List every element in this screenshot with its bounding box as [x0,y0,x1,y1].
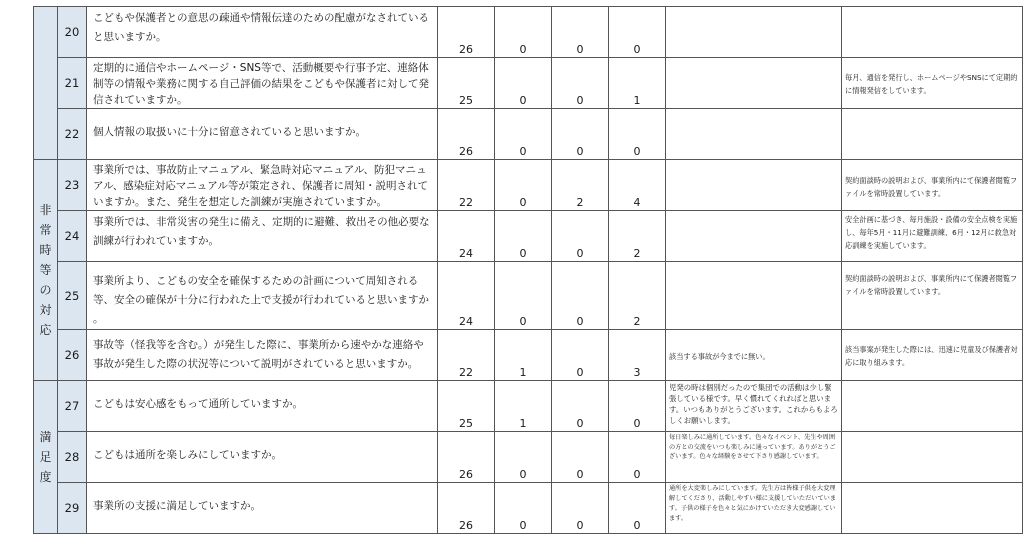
facility-reply [842,109,1023,160]
facility-reply [842,432,1023,483]
table-row [34,7,1023,58]
row-number: 25 [58,262,87,330]
count-3: 0 [552,211,609,262]
count-1: 22 [438,160,495,211]
question-text: 定期的に通信やホームページ・SNS等で、活動概要や行事予定、連絡体制等の情報や業務に関する自己評価の結果をこどもや保護者に対して発信されていますか。 [87,58,438,109]
parent-comment [666,160,842,211]
parent-comment [666,58,842,109]
count-3: 0 [552,330,609,381]
table-row [34,262,1023,330]
question-text: こどもは通所を楽しみにしていますか。 [87,432,438,483]
table-row [34,330,1023,381]
count-3: 0 [552,262,609,330]
table-row [34,109,1023,160]
count-4: 1 [609,58,666,109]
count-4: 0 [609,432,666,483]
count-4: 0 [609,7,666,58]
question-text: 事故等（怪我等を含む。）が発生した際に、事業所から速やかな連絡や事故が発生した際の状況等について説明がされていると思いますか。 [87,330,438,381]
count-4: 3 [609,330,666,381]
row-number: 23 [58,160,87,211]
count-4: 0 [609,483,666,534]
facility-reply [842,7,1023,58]
question-text: 事業所より、こどもの安全を確保するための計画について周知される等、安全の確保が十分に行われた上で支援が行われていると思いますか 。 [87,262,438,330]
facility-reply: 契約面談時の説明および、事業所内にて保護者閲覧ファイルを常時設置しています。 [842,160,1023,211]
row-number: 28 [58,432,87,483]
question-text: 事業所の支援に満足していますか。 [87,483,438,534]
facility-reply [842,381,1023,432]
count-4: 2 [609,262,666,330]
parent-comment [666,7,842,58]
count-3: 0 [552,7,609,58]
facility-reply: 該当事案が発生した際には、迅速に児童及び保護者対応に取り組みます。 [842,330,1023,381]
count-2: 0 [495,58,552,109]
row-number: 27 [58,381,87,432]
count-3: 0 [552,109,609,160]
question-text: 事業所では、事故防止マニュアル、緊急時対応マニュアル、防犯マニュアル、感染症対応マニュアル等が策定され、保護者に周知・説明されていますか。また、発生を想定した訓練が実施されていますか。 [87,160,438,211]
parent-comment [666,262,842,330]
question-text: 個人情報の取扱いに十分に留意されていると思いますか。 [87,109,438,160]
parent-comment: 児発の時は個別だったので集団での活動は少し緊張している様です。早く慣れてくれればと思います。いつもありがとうございます。これからもよろしくお願いします。 [666,381,842,432]
question-text: こどもは安心感をもって通所していますか。 [87,381,438,432]
category-label: 非常時等の対応 [39,203,52,337]
count-4: 0 [609,109,666,160]
category-label: 満足度 [39,430,52,484]
table-row [34,211,1023,262]
row-number: 22 [58,109,87,160]
count-1: 22 [438,330,495,381]
count-1: 26 [438,7,495,58]
count-2: 0 [495,160,552,211]
parent-comment: 通所を大変楽しみにしています。先生方は皆様子供を大変理解してくださり、活動しやすい様に支援していただいています。子供の様子を色々と気にかけていただき大変感謝しています。 [666,483,842,534]
count-3: 0 [552,432,609,483]
category-emergency [34,160,58,381]
row-number: 24 [58,211,87,262]
facility-reply: 安全計画に基づき、毎月施設・設備の安全点検を実施し、毎年5月・11月に避難訓練、6月・12月に救急対応訓練を実施しています。 [842,211,1023,262]
count-3: 0 [552,58,609,109]
parent-comment [666,211,842,262]
row-number: 26 [58,330,87,381]
count-4: 0 [609,381,666,432]
category-cell [34,7,58,160]
parent-comment: 毎日楽しみに通所しています。色々なイベント、先生や周囲の方との交流をいつも楽しみに通っています。ありがとうございます。色々な経験をさせて下さり感謝しています。 [666,432,842,483]
facility-reply [842,483,1023,534]
count-2: 0 [495,211,552,262]
count-3: 0 [552,483,609,534]
count-2: 0 [495,262,552,330]
category-satisfaction [34,381,58,534]
count-1: 25 [438,58,495,109]
count-1: 26 [438,432,495,483]
row-number: 20 [58,7,87,58]
question-text: 事業所では、非常災害の発生に備え、定期的に避難、救出その他必要な訓練が行われていますか。 [87,211,438,262]
count-2: 0 [495,7,552,58]
count-1: 25 [438,381,495,432]
count-4: 4 [609,160,666,211]
count-3: 0 [552,381,609,432]
count-2: 1 [495,381,552,432]
count-2: 0 [495,483,552,534]
table-row [34,483,1023,534]
table-row [34,160,1023,211]
table-row [34,432,1023,483]
count-3: 2 [552,160,609,211]
table-row [34,381,1023,432]
count-1: 24 [438,262,495,330]
count-4: 2 [609,211,666,262]
row-number: 29 [58,483,87,534]
evaluation-table [33,6,1023,534]
count-2: 0 [495,109,552,160]
facility-reply: 毎月、通信を発行し、ホームページやSNSにて定期的に情報発信をしています。 [842,58,1023,109]
count-1: 26 [438,483,495,534]
count-1: 24 [438,211,495,262]
count-2: 0 [495,432,552,483]
count-2: 1 [495,330,552,381]
count-1: 26 [438,109,495,160]
table-row [34,58,1023,109]
facility-reply: 契約面談時の説明および、事業所内にて保護者閲覧ファイルを常時設置しています。 [842,262,1023,330]
row-number: 21 [58,58,87,109]
parent-comment: 該当する事故が今までに無い。 [666,330,842,381]
parent-comment [666,109,842,160]
question-text: こどもや保護者との意思の疎通や情報伝達のための配慮がなされていると思いますか。 [87,7,438,58]
